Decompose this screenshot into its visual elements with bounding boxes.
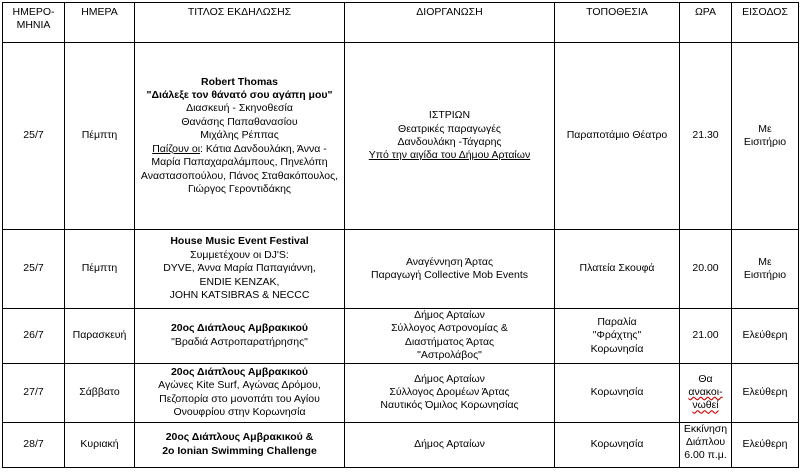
organizer-line: Υπό την αιγίδα του Δήμου Αρταίων bbox=[368, 149, 531, 162]
header-date: ΗΜΕΡΟ-ΜΗΝΙΑ bbox=[3, 3, 65, 43]
entry-line: Εισιτήριο bbox=[743, 269, 787, 281]
organizer-line: Σύλλογος Αστρονομίας & bbox=[391, 322, 508, 335]
location-line: Παραλία bbox=[597, 315, 637, 328]
organizer-line: Θεατρικές παραγωγές bbox=[398, 122, 501, 135]
time-line: Θα bbox=[698, 372, 713, 385]
table-row bbox=[3, 309, 799, 364]
entry-line: Με bbox=[758, 122, 772, 135]
event-day: Σάββατο bbox=[65, 363, 135, 422]
event-title-bold: 20ος Διάπλους Αμβρακικού & bbox=[165, 431, 314, 444]
entry-line: Ελεύθερη bbox=[742, 329, 788, 342]
event-title bbox=[135, 230, 345, 309]
header-organizer: ΔΙΟΡΓΑΝΩΣΗ bbox=[345, 3, 555, 43]
event-title bbox=[135, 363, 345, 422]
event-date: 28/7 bbox=[3, 422, 65, 467]
header-day: ΗΜΕΡΑ bbox=[65, 3, 135, 43]
organizer-line: Δήμος Αρταίων bbox=[414, 372, 485, 385]
table-row bbox=[3, 43, 799, 230]
event-time bbox=[680, 422, 732, 467]
event-title bbox=[135, 422, 345, 467]
event-title-line: Θανάσης Παπαθανασίου bbox=[181, 115, 298, 128]
event-location bbox=[555, 422, 680, 467]
event-title-bold: House Music Event Festival bbox=[170, 235, 309, 248]
header-row bbox=[3, 3, 799, 43]
location-line: Πλατεία Σκουφά bbox=[579, 262, 655, 275]
event-entry bbox=[732, 230, 799, 309]
event-day: Κυριακή bbox=[65, 422, 135, 467]
event-title-line: Αγώνες Kite Surf, Αγώνας Δρόμου, bbox=[158, 379, 321, 392]
table-row bbox=[3, 230, 799, 309]
event-title-line: ENDIE KENZAK, bbox=[199, 275, 280, 288]
event-date: 26/7 bbox=[3, 309, 65, 364]
event-day: Πέμπτη bbox=[65, 230, 135, 309]
event-title-line: JOHN KATSIBRAS & NECCC bbox=[169, 289, 310, 302]
organizer-line: Δήμος Αρταίων bbox=[414, 309, 485, 321]
time-line: 6.00 π.μ. bbox=[684, 449, 727, 462]
event-time bbox=[680, 309, 732, 364]
time-line: ανακοι- bbox=[688, 385, 723, 398]
event-title-bold: "Διάλεξε τον θάνατό σου αγάπη μου" bbox=[146, 89, 333, 102]
organizer-line: Παραγωγή Collective Mob Events bbox=[370, 269, 529, 281]
header-time: ΩΡΑ bbox=[680, 3, 732, 43]
location-line: "Φράχτης" bbox=[592, 329, 642, 342]
event-location bbox=[555, 309, 680, 364]
event-organizer bbox=[345, 309, 555, 364]
event-location bbox=[555, 363, 680, 422]
event-location bbox=[555, 230, 680, 309]
event-title-line: "Βραδιά Αστροπαρατήρησης" bbox=[171, 335, 308, 348]
location-line: Παραποτάμιο Θέατρο bbox=[566, 129, 668, 142]
table-row bbox=[3, 363, 799, 422]
time-line: 20.00 bbox=[692, 262, 719, 275]
location-line: Κορωνησία bbox=[590, 385, 644, 398]
event-time bbox=[680, 43, 732, 230]
event-time bbox=[680, 363, 732, 422]
organizer-line: ΙΣΤΡΙΩΝ bbox=[428, 109, 471, 122]
event-location bbox=[555, 43, 680, 230]
header-title: ΤΙΤΛΟΣ ΕΚΔΗΛΩΣΗΣ bbox=[135, 3, 345, 43]
time-line: 21.30 bbox=[692, 129, 719, 142]
event-organizer bbox=[345, 230, 555, 309]
time-line: 21.00 bbox=[692, 329, 719, 342]
event-title bbox=[135, 43, 345, 230]
event-title-bold: 20ος Διάπλους Αμβρακικού bbox=[170, 322, 309, 335]
event-title-bold: 2ο Ionian Swimming Challenge bbox=[162, 444, 317, 457]
entry-line: Εισιτήριο bbox=[743, 136, 787, 148]
cast-label: Παίζουν οι bbox=[152, 142, 201, 155]
event-title-line: Διασκευή - Σκηνοθεσία bbox=[186, 102, 293, 115]
event-entry bbox=[732, 363, 799, 422]
event-title-line: Ονουφρίου στην Κορωνησία bbox=[173, 406, 306, 419]
entry-line: Ελεύθερη bbox=[742, 385, 788, 398]
time-line: νωθεί bbox=[692, 399, 719, 412]
event-date: 25/7 bbox=[3, 230, 65, 309]
event-entry bbox=[732, 43, 799, 230]
event-organizer bbox=[345, 422, 555, 467]
time-line: Εκκίνηση bbox=[683, 422, 728, 435]
organizer-line: Δήμος Αρταίων bbox=[414, 437, 485, 450]
header-entry: ΕΙΣΟΔΟΣ bbox=[732, 3, 799, 43]
organizer-line: Δανδουλάκη -Τάγαρης bbox=[397, 136, 502, 148]
organizer-line: Αναγέννηση Άρτας bbox=[405, 255, 494, 268]
event-organizer bbox=[345, 43, 555, 230]
organizer-line: Διαστήματος Άρτας bbox=[404, 335, 495, 348]
location-line: Κορωνησία bbox=[590, 437, 644, 450]
organizer-line: Σύλλογος Δρομέων Άρτας bbox=[389, 385, 510, 398]
event-title-bold: 20ος Διάπλους Αμβρακικού bbox=[170, 365, 309, 378]
event-time bbox=[680, 230, 732, 309]
cast-names: : Κάτια Δανδουλάκη, Άννα - Μαρία Παπαχαραλάμπους, Πηνελόπη Αναστασοπούλου, Πάνος Σταθακόπουλος, Γιώργος Γεροντιδάκης bbox=[140, 142, 339, 195]
event-title-line: DYVE, Άννα Μαρία Παπαγιάννη, bbox=[163, 262, 316, 275]
organizer-line: Ναυτικός Όμιλος Κορωνησίας bbox=[380, 399, 519, 412]
event-title-line: Συμμετέχουν οι DJ'S: bbox=[190, 248, 289, 261]
event-day: Παρασκευή bbox=[65, 309, 135, 364]
event-title bbox=[135, 309, 345, 364]
event-entry bbox=[732, 422, 799, 467]
time-line: Διάπλου bbox=[685, 436, 726, 449]
entry-line: Με bbox=[758, 255, 772, 268]
event-organizer bbox=[345, 363, 555, 422]
entry-line: Ελεύθερη bbox=[742, 437, 788, 450]
event-day: Πέμπτη bbox=[65, 43, 135, 230]
location-line: Κορωνησία bbox=[590, 342, 644, 355]
table-row bbox=[3, 422, 799, 467]
event-title-line: Πεζοπορία στο μονοπάτι του Αγίου bbox=[159, 392, 320, 405]
organizer-line: "Αστρολάβος" bbox=[417, 349, 482, 362]
event-entry bbox=[732, 309, 799, 364]
event-date: 27/7 bbox=[3, 363, 65, 422]
header-location: ΤΟΠΟΘΕΣΙΑ bbox=[555, 3, 680, 43]
event-cast bbox=[138, 143, 341, 197]
event-title-bold: Robert Thomas bbox=[200, 75, 278, 88]
event-title-line: Μιχάλης Ρέππας bbox=[200, 129, 279, 142]
events-table bbox=[2, 2, 799, 468]
event-date: 25/7 bbox=[3, 43, 65, 230]
